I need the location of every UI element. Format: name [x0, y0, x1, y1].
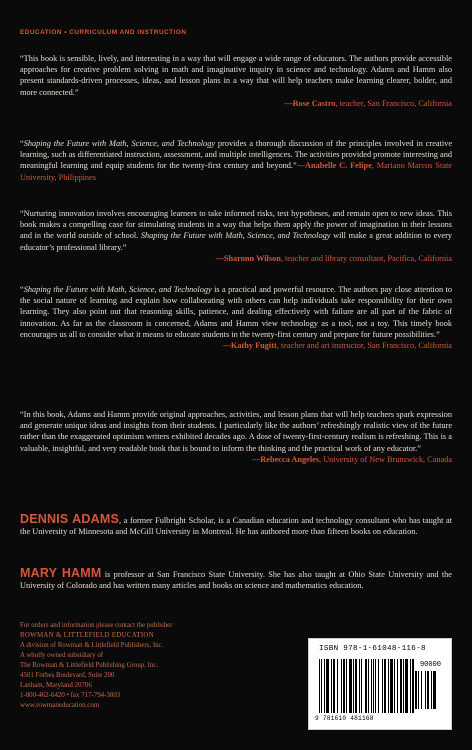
- book-title: Shaping the Future with Math, Science, and Technology: [140, 231, 331, 241]
- barcode-bar: [388, 659, 389, 713]
- publisher-phone: 1-800-462-6420 • fax 717-794-3803: [20, 692, 121, 699]
- barcode-bar: [382, 659, 383, 713]
- quote-author: —Rebecca Angeles: [251, 454, 320, 464]
- barcode-bar: [410, 659, 411, 713]
- barcode-bar: [346, 659, 347, 713]
- barcode-bar: [378, 659, 379, 713]
- barcode-bar: [394, 659, 395, 713]
- author-name: DENNIS ADAMS: [20, 512, 119, 526]
- barcode-bar: [349, 659, 352, 713]
- publisher-info: [20, 621, 260, 711]
- barcode-bar: [415, 671, 417, 709]
- barcode-bar: [425, 671, 426, 709]
- quote-author: —Anabelle C. Felipe: [296, 161, 372, 171]
- barcode-bar: [341, 659, 342, 713]
- barcode-bar: [331, 659, 332, 713]
- author-bio-adams: [20, 514, 452, 537]
- quote-attribution: [20, 253, 452, 264]
- quote-open: “: [20, 285, 24, 294]
- bio-text: is professor at San Francisco State University. She has also taught at Ohio State University and the University of Colorado and has written many articles and books on science and mathematics education.: [20, 570, 452, 591]
- quote-attribution: [20, 98, 452, 109]
- quote-author: —Rose Castro: [284, 98, 336, 108]
- price-code: 90000: [419, 661, 441, 669]
- blurb-quote-2: [20, 138, 452, 183]
- barcode-bar: [326, 659, 329, 713]
- barcode-bar: [337, 659, 338, 713]
- barcode-bar: [403, 659, 404, 713]
- barcode-bar: [413, 671, 414, 709]
- barcode-bar: [418, 671, 419, 709]
- barcode-bar: [365, 659, 367, 713]
- quote-text: “Nurturing innovation involves encouraging learners to take informed risks, test hypotheses, and remain open to new ideas. This book makes a compelling case for stimulating students in a way that helps them apply the power of imagination in their lessons and in the world outside of school.: [20, 209, 452, 241]
- barcode-bar: [400, 659, 402, 713]
- barcode-bar: [359, 659, 360, 713]
- quote-affiliation: , University of New Brunswick, Canada: [319, 454, 452, 464]
- publisher-line: A wholly owned subsidiary of: [20, 652, 104, 659]
- barcode-bar: [324, 659, 325, 713]
- publisher-line: The Rowman & Littlefield Publishing Group, Inc.: [20, 662, 159, 669]
- quote-affiliation: , teacher and art instructor, San Francisco, California: [276, 341, 452, 351]
- publisher-name: ROWMAN & LITTLEFIELD EDUCATION: [20, 632, 154, 639]
- quote-text: “This book is sensible, lively, and interesting in a way that will engage a wide range of educators. The authors provide accessible approaches for creative problem solving in math and imaginative inquiry in science and technology. Adams and Hamm also present standards-driven processes, ideas, and lesson plans in a way that will help teachers make learning clearer, bolder, and more connected.”: [20, 54, 452, 97]
- quote-affiliation: , Mariano Marcos State University, Philippines: [20, 161, 452, 182]
- barcode-bar: [333, 659, 335, 713]
- barcode-bar: [371, 659, 372, 713]
- quote-attribution: [20, 340, 452, 351]
- barcode-bar: [355, 659, 357, 713]
- quote-author: —Kathy Fugitt: [222, 341, 277, 351]
- quote-affiliation: , teacher and library consultant, Pacifica, California: [280, 253, 452, 263]
- quote-author: —Sharonn Wilson: [215, 253, 281, 263]
- barcode-bar: [353, 659, 354, 713]
- publisher-website: www.rowmaneducation.com: [20, 702, 100, 709]
- barcode-bar: [431, 671, 432, 709]
- blurb-quote-4: [20, 284, 452, 351]
- ean-digits: 9 781610 481168: [315, 715, 374, 722]
- quote-open: “: [20, 139, 24, 148]
- blurb-quote-5: [20, 409, 452, 465]
- quote-affiliation: , teacher, San Francisco, California: [335, 98, 452, 108]
- author-name: MARY HAMM: [20, 566, 102, 580]
- barcode-bar: [361, 659, 362, 713]
- barcode-bar: [397, 659, 398, 713]
- back-cover: [20, 0, 452, 750]
- quote-text-continued: will make a great addition to every educator’s professional library.”: [20, 231, 452, 252]
- barcode-bar: [319, 659, 320, 713]
- barcode-label: [308, 638, 452, 730]
- blurb-quote-1: [20, 53, 452, 109]
- barcode-bar: [427, 671, 429, 709]
- publisher-line: For orders and information please contact the publisher: [20, 622, 173, 629]
- price-barcode-bars: [413, 671, 443, 711]
- author-bio-hamm: [20, 568, 452, 591]
- publisher-address: 4501 Forbes Boulevard, Suite 200: [20, 672, 115, 679]
- isbn-text: ISBN 978-1-61048-116-8: [319, 645, 426, 653]
- quote-text: provides a thorough discussion of the principles involved in creative learning, such as differentiated instruction, assessment, and multiple intelligences. The activities provided promote interesting and meaningful learning and equip students for the twenty-first century and beyond.”: [20, 139, 452, 171]
- publisher-address: Lanham, Maryland 20706: [20, 682, 92, 689]
- book-title: Shaping the Future with Math, Science, and Technology: [23, 139, 216, 148]
- blurb-quote-3: [20, 208, 452, 264]
- barcode-bar: [321, 659, 322, 713]
- quote-attribution: [20, 454, 452, 465]
- barcode-bar: [390, 659, 393, 713]
- barcode-bar: [373, 659, 374, 713]
- bio-text: , a former Fulbright Scholar, is a Canadian education and technology consultant who has taught at the University of Minnesota and McGill University in Montreal. He has authored more than fifteen books on education.: [20, 516, 452, 537]
- category-label: EDUCATION • CURRICULUM AND INSTRUCTION: [20, 29, 187, 36]
- barcode-bar: [384, 659, 386, 713]
- barcode-bars: [319, 659, 415, 715]
- quote-text: is a practical and powerful resource. The authors pay close attention to the social nature of learning and explain how collaborating with others can help individuals take responsibility for their own learning. They also point out that reasoning skills, patience, and dealing effectively with failure are all part of the fabric of innovation. As far as the classroom is concerned, Adams and Hamm view technology as a tool, not a toy. This timely book encourages us all to consider what it means to educate students in the twenty-first century and prepare for future possibilities.”: [20, 285, 453, 339]
- barcode-bar: [405, 659, 408, 713]
- barcode-bar: [375, 659, 376, 713]
- quote-text: “In this book, Adams and Hamm provide original approaches, activities, and lesson plans that will help teachers spark expression and generate unique ideas and insights from their students. I particularly like the authors’ refreshingly realistic view of the future rather than the exaggerated optimism writers exhibited decades ago. A dose of twenty-first-century realism is refreshing. This is a valuable, insightful, and very readable book that is bound to inform the thinking and the practical work of any educator.”: [20, 410, 452, 453]
- book-title: Shaping the Future with Math, Science, and Technology: [23, 285, 212, 294]
- barcode-bar: [433, 671, 436, 709]
- publisher-line: A division of Rowman & Littlefield Publishers, Inc.: [20, 642, 164, 649]
- barcode-bar: [343, 659, 345, 713]
- barcode-bar: [368, 659, 369, 713]
- barcode-bar: [421, 671, 422, 709]
